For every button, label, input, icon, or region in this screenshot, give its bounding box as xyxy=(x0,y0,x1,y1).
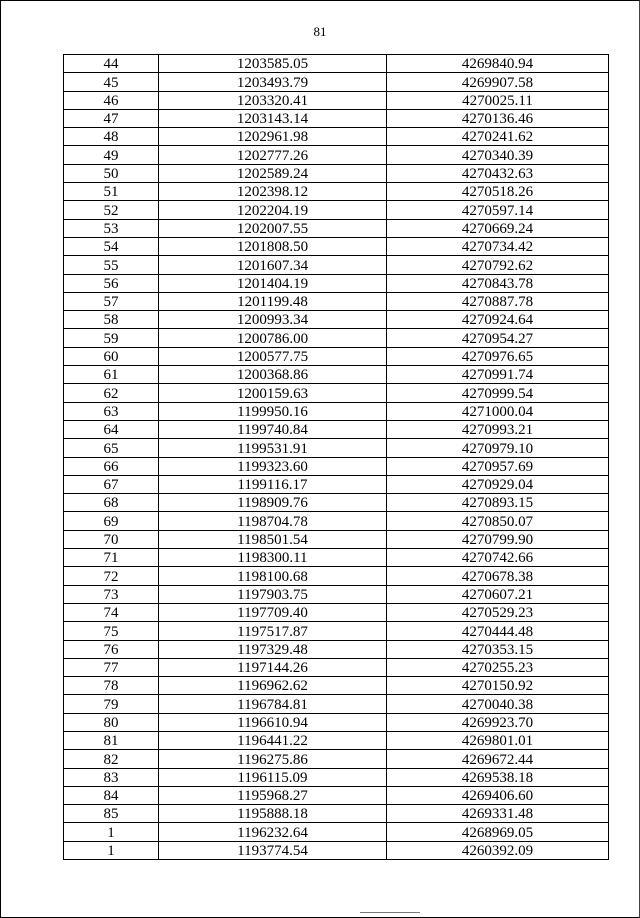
page-number: 81 xyxy=(313,24,327,39)
point-number-cell: 44 xyxy=(64,55,159,73)
point-number-cell: 65 xyxy=(64,439,159,457)
table-row xyxy=(64,786,609,804)
y-coordinate-cell: 4270136.46 xyxy=(387,109,609,127)
y-coordinate-cell: 4270432.63 xyxy=(387,164,609,182)
table-row xyxy=(64,366,609,384)
table-row xyxy=(64,164,609,182)
y-coordinate-cell: 4270887.78 xyxy=(387,292,609,310)
point-number-cell: 72 xyxy=(64,567,159,585)
point-number-cell: 1 xyxy=(64,823,159,841)
point-number-cell: 63 xyxy=(64,402,159,420)
table-row xyxy=(64,347,609,365)
table-row xyxy=(64,603,609,621)
point-number-cell: 50 xyxy=(64,164,159,182)
y-coordinate-cell: 4270255.23 xyxy=(387,658,609,676)
table-row xyxy=(64,512,609,530)
x-coordinate-cell: 1199323.60 xyxy=(159,457,387,475)
table-row xyxy=(64,713,609,731)
table-row xyxy=(64,402,609,420)
table-row xyxy=(64,622,609,640)
y-coordinate-cell: 4270954.27 xyxy=(387,329,609,347)
table-row xyxy=(64,73,609,91)
x-coordinate-cell: 1197517.87 xyxy=(159,622,387,640)
y-coordinate-cell: 4270843.78 xyxy=(387,274,609,292)
y-coordinate-cell: 4269840.94 xyxy=(387,55,609,73)
y-coordinate-cell: 4270340.39 xyxy=(387,146,609,164)
x-coordinate-cell: 1196441.22 xyxy=(159,731,387,749)
y-coordinate-cell: 4270040.38 xyxy=(387,695,609,713)
x-coordinate-cell: 1203585.05 xyxy=(159,55,387,73)
table-row xyxy=(64,292,609,310)
y-coordinate-cell: 4270669.24 xyxy=(387,219,609,237)
table-row xyxy=(64,530,609,548)
x-coordinate-cell: 1202589.24 xyxy=(159,164,387,182)
point-number-cell: 52 xyxy=(64,201,159,219)
point-number-cell: 66 xyxy=(64,457,159,475)
x-coordinate-cell: 1202204.19 xyxy=(159,201,387,219)
x-coordinate-cell: 1198300.11 xyxy=(159,549,387,567)
table-row xyxy=(64,311,609,329)
x-coordinate-cell: 1197329.48 xyxy=(159,640,387,658)
x-coordinate-cell: 1195968.27 xyxy=(159,786,387,804)
table-row xyxy=(64,658,609,676)
point-number-cell: 56 xyxy=(64,274,159,292)
y-coordinate-cell: 4270850.07 xyxy=(387,512,609,530)
x-coordinate-cell: 1201199.48 xyxy=(159,292,387,310)
table-row xyxy=(64,823,609,841)
point-number-cell: 67 xyxy=(64,475,159,493)
table-row xyxy=(64,731,609,749)
table-row xyxy=(64,329,609,347)
x-coordinate-cell: 1202961.98 xyxy=(159,128,387,146)
x-coordinate-cell: 1197144.26 xyxy=(159,658,387,676)
point-number-cell: 82 xyxy=(64,750,159,768)
table-row xyxy=(64,146,609,164)
point-number-cell: 48 xyxy=(64,128,159,146)
table-row xyxy=(64,128,609,146)
point-number-cell: 45 xyxy=(64,73,159,91)
y-coordinate-cell: 4270025.11 xyxy=(387,91,609,109)
y-coordinate-cell: 4270529.23 xyxy=(387,603,609,621)
point-number-cell: 1 xyxy=(64,841,159,859)
x-coordinate-cell: 1195888.18 xyxy=(159,805,387,823)
table-row xyxy=(64,256,609,274)
point-number-cell: 49 xyxy=(64,146,159,164)
x-coordinate-cell: 1198704.78 xyxy=(159,512,387,530)
table-row xyxy=(64,439,609,457)
y-coordinate-cell: 4270150.92 xyxy=(387,677,609,695)
point-number-cell: 53 xyxy=(64,219,159,237)
table-row xyxy=(64,457,609,475)
table-row xyxy=(64,549,609,567)
x-coordinate-cell: 1203493.79 xyxy=(159,73,387,91)
x-coordinate-cell: 1201404.19 xyxy=(159,274,387,292)
x-coordinate-cell: 1196275.86 xyxy=(159,750,387,768)
table-row xyxy=(64,109,609,127)
table-row xyxy=(64,805,609,823)
y-coordinate-cell: 4270999.54 xyxy=(387,384,609,402)
y-coordinate-cell: 4270444.48 xyxy=(387,622,609,640)
x-coordinate-cell: 1203320.41 xyxy=(159,91,387,109)
x-coordinate-cell: 1199116.17 xyxy=(159,475,387,493)
y-coordinate-cell: 4269672.44 xyxy=(387,750,609,768)
point-number-cell: 58 xyxy=(64,311,159,329)
point-number-cell: 76 xyxy=(64,640,159,658)
y-coordinate-cell: 4268969.05 xyxy=(387,823,609,841)
point-number-cell: 64 xyxy=(64,420,159,438)
x-coordinate-cell: 1202777.26 xyxy=(159,146,387,164)
scan-artifact xyxy=(360,912,420,913)
table-row xyxy=(64,237,609,255)
x-coordinate-cell: 1196115.09 xyxy=(159,768,387,786)
y-coordinate-cell: 4269801.01 xyxy=(387,731,609,749)
y-coordinate-cell: 4270924.64 xyxy=(387,311,609,329)
table-row xyxy=(64,768,609,786)
point-number-cell: 62 xyxy=(64,384,159,402)
point-number-cell: 79 xyxy=(64,695,159,713)
table-row xyxy=(64,384,609,402)
y-coordinate-cell: 4269923.70 xyxy=(387,713,609,731)
y-coordinate-cell: 4270957.69 xyxy=(387,457,609,475)
table-row xyxy=(64,494,609,512)
table-row xyxy=(64,567,609,585)
point-number-cell: 78 xyxy=(64,677,159,695)
x-coordinate-cell: 1200577.75 xyxy=(159,347,387,365)
point-number-cell: 55 xyxy=(64,256,159,274)
x-coordinate-cell: 1200368.86 xyxy=(159,366,387,384)
y-coordinate-cell: 4270353.15 xyxy=(387,640,609,658)
x-coordinate-cell: 1199950.16 xyxy=(159,402,387,420)
y-coordinate-cell: 4270597.14 xyxy=(387,201,609,219)
point-number-cell: 81 xyxy=(64,731,159,749)
y-coordinate-cell: 4270799.90 xyxy=(387,530,609,548)
y-coordinate-cell: 4269406.60 xyxy=(387,786,609,804)
x-coordinate-cell: 1197709.40 xyxy=(159,603,387,621)
x-coordinate-cell: 1203143.14 xyxy=(159,109,387,127)
x-coordinate-cell: 1201808.50 xyxy=(159,237,387,255)
y-coordinate-cell: 4269331.48 xyxy=(387,805,609,823)
x-coordinate-cell: 1196232.64 xyxy=(159,823,387,841)
point-number-cell: 75 xyxy=(64,622,159,640)
point-number-cell: 74 xyxy=(64,603,159,621)
table-row xyxy=(64,841,609,859)
x-coordinate-cell: 1198100.68 xyxy=(159,567,387,585)
x-coordinate-cell: 1196610.94 xyxy=(159,713,387,731)
x-coordinate-cell: 1199740.84 xyxy=(159,420,387,438)
y-coordinate-cell: 4260392.09 xyxy=(387,841,609,859)
table-row xyxy=(64,585,609,603)
table-row xyxy=(64,91,609,109)
x-coordinate-cell: 1202007.55 xyxy=(159,219,387,237)
x-coordinate-cell: 1202398.12 xyxy=(159,183,387,201)
y-coordinate-cell: 4270742.66 xyxy=(387,549,609,567)
x-coordinate-cell: 1201607.34 xyxy=(159,256,387,274)
point-number-cell: 85 xyxy=(64,805,159,823)
y-coordinate-cell: 4271000.04 xyxy=(387,402,609,420)
y-coordinate-cell: 4270993.21 xyxy=(387,420,609,438)
x-coordinate-cell: 1200159.63 xyxy=(159,384,387,402)
x-coordinate-cell: 1200993.34 xyxy=(159,311,387,329)
table-row xyxy=(64,475,609,493)
point-number-cell: 68 xyxy=(64,494,159,512)
y-coordinate-cell: 4270734.42 xyxy=(387,237,609,255)
table-row xyxy=(64,219,609,237)
y-coordinate-cell: 4270678.38 xyxy=(387,567,609,585)
table-row xyxy=(64,183,609,201)
table-row xyxy=(64,750,609,768)
x-coordinate-cell: 1199531.91 xyxy=(159,439,387,457)
point-number-cell: 70 xyxy=(64,530,159,548)
table-row xyxy=(64,420,609,438)
y-coordinate-cell: 4270979.10 xyxy=(387,439,609,457)
coordinates-table-body xyxy=(64,55,609,860)
x-coordinate-cell: 1196784.81 xyxy=(159,695,387,713)
point-number-cell: 69 xyxy=(64,512,159,530)
y-coordinate-cell: 4270792.62 xyxy=(387,256,609,274)
y-coordinate-cell: 4270991.74 xyxy=(387,366,609,384)
table-row xyxy=(64,55,609,73)
x-coordinate-cell: 1197903.75 xyxy=(159,585,387,603)
point-number-cell: 77 xyxy=(64,658,159,676)
y-coordinate-cell: 4269538.18 xyxy=(387,768,609,786)
point-number-cell: 61 xyxy=(64,366,159,384)
point-number-cell: 51 xyxy=(64,183,159,201)
table-row xyxy=(64,640,609,658)
y-coordinate-cell: 4270241.62 xyxy=(387,128,609,146)
y-coordinate-cell: 4270607.21 xyxy=(387,585,609,603)
table-row xyxy=(64,695,609,713)
table-row xyxy=(64,677,609,695)
point-number-cell: 73 xyxy=(64,585,159,603)
x-coordinate-cell: 1200786.00 xyxy=(159,329,387,347)
point-number-cell: 83 xyxy=(64,768,159,786)
y-coordinate-cell: 4270929.04 xyxy=(387,475,609,493)
point-number-cell: 60 xyxy=(64,347,159,365)
y-coordinate-cell: 4270976.65 xyxy=(387,347,609,365)
table-row xyxy=(64,274,609,292)
point-number-cell: 59 xyxy=(64,329,159,347)
table-row xyxy=(64,201,609,219)
coordinates-table xyxy=(63,54,609,860)
point-number-cell: 57 xyxy=(64,292,159,310)
y-coordinate-cell: 4269907.58 xyxy=(387,73,609,91)
point-number-cell: 54 xyxy=(64,237,159,255)
point-number-cell: 80 xyxy=(64,713,159,731)
x-coordinate-cell: 1198909.76 xyxy=(159,494,387,512)
x-coordinate-cell: 1198501.54 xyxy=(159,530,387,548)
y-coordinate-cell: 4270518.26 xyxy=(387,183,609,201)
y-coordinate-cell: 4270893.15 xyxy=(387,494,609,512)
x-coordinate-cell: 1196962.62 xyxy=(159,677,387,695)
point-number-cell: 84 xyxy=(64,786,159,804)
point-number-cell: 46 xyxy=(64,91,159,109)
point-number-cell: 47 xyxy=(64,109,159,127)
point-number-cell: 71 xyxy=(64,549,159,567)
x-coordinate-cell: 1193774.54 xyxy=(159,841,387,859)
